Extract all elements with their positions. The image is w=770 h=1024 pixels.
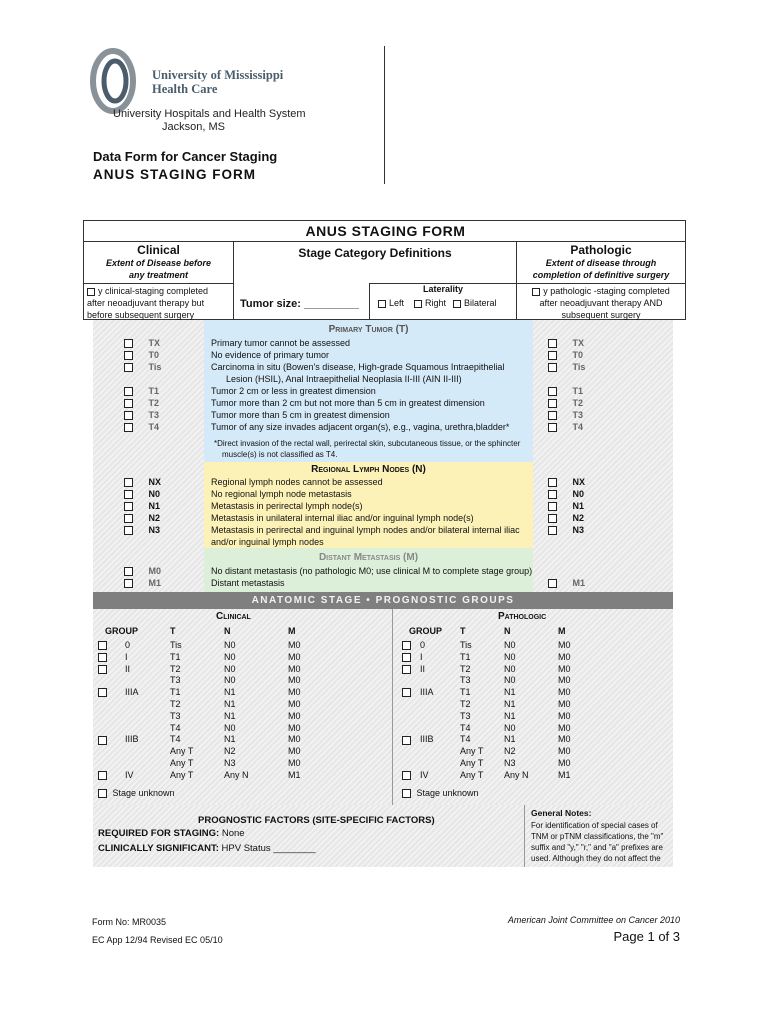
pathologic-heading: Pathologic (570, 243, 632, 257)
checkbox[interactable] (414, 300, 422, 308)
general-note-line: For identification of special cases of (531, 821, 658, 830)
clinical-t-option[interactable]: T1 (124, 385, 159, 397)
path-n-option[interactable]: N3 (548, 524, 584, 536)
clinical-y-staging-option[interactable]: y clinical-staging completed (87, 285, 208, 297)
path-stage-n: N1 (504, 710, 516, 721)
laterality-label: Laterality (422, 284, 464, 294)
clinical-stage-t: T4 (170, 722, 181, 733)
checkbox[interactable] (87, 288, 95, 296)
checkbox[interactable] (548, 387, 557, 396)
path-stage-m: M0 (558, 651, 571, 662)
prognostic-divider (524, 805, 525, 867)
n-definition: Metastasis in perirectal and inguinal lymph nodes and/or bilateral internal iliac (211, 525, 520, 535)
clinical-stage-m: M0 (288, 710, 301, 721)
path-t-option[interactable]: T0 (548, 349, 583, 361)
general-note-line: used. Although they do not affect the (531, 854, 661, 863)
clinical-note-line2: after neoadjuvant therapy but (87, 298, 205, 308)
clinical-stage-group: IV (125, 769, 134, 780)
path-stage-n: N3 (504, 758, 516, 768)
clinical-stage-n: N0 (224, 640, 236, 650)
clinical-subheading: Extent of Disease before (105, 258, 212, 268)
path-stage-t: Any T (460, 746, 484, 757)
path-n-option[interactable]: N0 (548, 488, 584, 500)
clinical-subheading-2: any treatment (128, 270, 189, 280)
org-location: Jackson, MS (162, 121, 225, 133)
stage-groups-header: ANATOMIC STAGE • PROGNOSTIC GROUPS (93, 592, 673, 609)
t-definition: Tumor 2 cm or less in greatest dimension (211, 386, 376, 396)
clinical-stage-m: M0 (288, 687, 301, 698)
table-title: ANUS STAGING FORM (305, 223, 466, 239)
checkbox[interactable] (124, 351, 133, 360)
clinical-stage-checkbox[interactable] (98, 686, 110, 698)
checkbox[interactable] (124, 411, 133, 420)
clinical-col-n: N (224, 626, 231, 636)
clinical-note-line3: before subsequent surgery (87, 310, 195, 320)
path-stage-t: T4 (460, 722, 471, 733)
clinical-stage-m: M0 (288, 734, 301, 745)
clinical-stage-m: M0 (288, 640, 301, 650)
n-definition: No regional lymph node metastasis (211, 489, 352, 499)
clinically-significant: CLINICALLY SIGNIFICANT: HPV Status ________ (98, 843, 316, 854)
required-for-staging: REQUIRED FOR STAGING: None (98, 828, 245, 839)
path-stage-checkbox[interactable] (402, 733, 414, 745)
checkbox[interactable] (548, 526, 557, 535)
path-n-option[interactable]: NX (548, 476, 585, 488)
path-stage-m: M0 (558, 746, 571, 757)
checkbox[interactable] (98, 771, 107, 780)
checkbox[interactable] (124, 478, 133, 487)
clinical-stage-n: N1 (224, 734, 236, 745)
clinical-stage-n: N1 (224, 687, 236, 698)
t-definition: Tumor more than 5 cm in greatest dimension (211, 410, 390, 420)
org-name-line1: University of Mississippi (152, 68, 284, 82)
path-stage-t: Tis (460, 640, 472, 650)
clinical-stage-n: N3 (224, 758, 236, 768)
clinical-stage-n: N1 (224, 710, 236, 721)
clinical-stage-n: N0 (224, 663, 236, 674)
checkbox[interactable] (402, 653, 411, 662)
path-t-option[interactable]: T4 (548, 421, 583, 433)
path-stage-m: M0 (558, 663, 571, 674)
general-notes-title: General Notes: (531, 808, 592, 818)
path-stage-m: M0 (558, 640, 571, 650)
checkbox[interactable] (124, 387, 133, 396)
path-col-n: N (504, 626, 511, 636)
clinical-n-option[interactable]: N3 (124, 524, 160, 536)
path-stage-n: N0 (504, 651, 516, 662)
clinical-stage-n: N2 (224, 746, 236, 757)
clinical-stage-unknown[interactable]: Stage unknown (98, 787, 175, 799)
clinical-t-option[interactable]: Tis (124, 361, 161, 373)
path-stage-m: M0 (558, 687, 571, 698)
path-stage-n: N1 (504, 687, 516, 698)
clinical-t-option[interactable]: TX (124, 337, 160, 349)
org-name-line3: University Hospitals and Health System (113, 108, 306, 120)
n-definition: Metastasis in unilateral internal iliac and/or inguinal lymph node(s) (211, 513, 474, 523)
clinical-stage-t: T2 (170, 699, 181, 709)
path-stage-t: Any T (460, 758, 484, 768)
checkbox[interactable] (548, 411, 557, 420)
primary-tumor-footnote-2: muscle(s) is not classified as T4. (222, 450, 338, 459)
pathologic-stage-label: Pathologic (498, 611, 547, 622)
checkbox[interactable] (98, 665, 107, 674)
clinical-stage-checkbox[interactable] (98, 651, 110, 663)
clinical-t-option[interactable]: T4 (124, 421, 159, 433)
path-stage-n: Any N (504, 769, 529, 780)
clinical-stage-label: Clinical (216, 611, 251, 622)
checkbox[interactable] (402, 665, 411, 674)
checkbox[interactable] (548, 339, 557, 348)
clinical-stage-t: T2 (170, 663, 181, 674)
n-definition: Metastasis in perirectal lymph node(s) (211, 501, 363, 511)
checkbox[interactable] (98, 688, 107, 697)
path-stage-checkbox[interactable] (402, 663, 414, 675)
path-col-group: GROUP (409, 626, 443, 636)
form-subtitle: ANUS STAGING FORM (93, 167, 256, 182)
path-stage-t: Any T (460, 769, 484, 780)
prognostic-title: PROGNOSTIC FACTORS (SITE-SPECIFIC FACTORS) (198, 815, 435, 826)
checkbox[interactable] (124, 490, 133, 499)
path-t-option[interactable]: Tis (548, 361, 585, 373)
clinical-stage-t: Any T (170, 769, 194, 780)
path-t-option[interactable]: T2 (548, 397, 583, 409)
path-stage-m: M0 (558, 710, 571, 721)
checkbox[interactable] (548, 579, 557, 588)
m0-definition: No distant metastasis (no pathologic M0; use clinical M to complete stage group) (211, 566, 533, 576)
clinical-col-t: T (170, 626, 176, 636)
checkbox[interactable] (124, 502, 133, 511)
regional-nodes-title: Regional Lymph Nodes (N) (311, 464, 426, 475)
path-stage-checkbox[interactable] (402, 769, 414, 781)
clinical-stage-group: IIIB (125, 734, 139, 745)
header-divider (384, 46, 385, 184)
ec-app-revision: EC App 12/94 Revised EC 05/10 (92, 935, 223, 945)
path-stage-t: T4 (460, 734, 471, 745)
pathologic-subheading-2: completion of definitive surgery (532, 270, 670, 280)
clinical-stage-t: Any T (170, 746, 194, 757)
checkbox[interactable] (548, 490, 557, 499)
path-t-option[interactable]: T3 (548, 409, 583, 421)
clinical-stage-m: M0 (288, 675, 301, 686)
checkbox[interactable] (124, 579, 133, 588)
pathologic-y-staging-option[interactable]: y pathologic -staging completed (517, 285, 685, 297)
clinical-stage-t: T4 (170, 734, 181, 745)
checkbox[interactable] (124, 399, 133, 408)
clinical-n-option[interactable]: N2 (124, 512, 160, 524)
clinical-t-option[interactable]: T3 (124, 409, 159, 421)
page-number: Page 1 of 3 (613, 929, 680, 944)
checkbox[interactable] (548, 478, 557, 487)
checkbox[interactable] (548, 502, 557, 511)
clinical-stage-m: M0 (288, 746, 301, 757)
path-n-option[interactable]: N1 (548, 500, 584, 512)
ajcc-credit: American Joint Committee on Cancer 2010 (507, 915, 680, 925)
clinical-t-option[interactable]: T2 (124, 397, 159, 409)
checkbox[interactable] (548, 514, 557, 523)
clinical-stage-checkbox[interactable] (98, 663, 110, 675)
checkbox[interactable] (532, 288, 540, 296)
clinical-t-option[interactable]: T0 (124, 349, 159, 361)
path-stage-n: N0 (504, 663, 516, 674)
checkbox[interactable] (378, 300, 386, 308)
path-stage-group: 0 (420, 640, 426, 650)
clinical-stage-t: Tis (170, 640, 182, 650)
path-stage-m: M0 (558, 699, 571, 709)
clinical-stage-t: T1 (170, 687, 181, 698)
primary-tumor-title: Primary Tumor (T) (328, 324, 409, 335)
regional-nodes-extra: and/or inguinal lymph nodes (211, 537, 324, 547)
t-definition: No evidence of primary tumor (211, 350, 330, 360)
clinical-stage-n: N0 (224, 675, 236, 686)
clinical-stage-m: M0 (288, 758, 301, 768)
checkbox[interactable] (548, 363, 557, 372)
tumor-size-field[interactable]: Tumor size: _________ (240, 298, 360, 310)
form-number: Form No: MR0035 (92, 917, 167, 927)
checkbox[interactable] (124, 514, 133, 523)
checkbox[interactable] (98, 653, 107, 662)
clinical-stage-group: II (125, 663, 131, 674)
m1-checkbox-row[interactable]: M1 (124, 577, 161, 589)
path-stage-checkbox[interactable] (402, 639, 414, 651)
path-n-option[interactable]: N2 (548, 512, 584, 524)
checkbox[interactable] (548, 399, 557, 408)
clinical-stage-checkbox[interactable] (98, 639, 110, 651)
path-stage-t: T1 (460, 687, 471, 698)
checkbox[interactable] (98, 789, 107, 798)
path-stage-t: T2 (460, 663, 471, 674)
checkbox[interactable] (402, 641, 411, 650)
path-stage-n: N0 (504, 675, 516, 686)
clinical-stage-t: T1 (170, 651, 181, 662)
path-stage-m: M1 (558, 769, 571, 780)
n-definition: Regional lymph nodes cannot be assessed (211, 477, 383, 487)
clinical-stage-m: M0 (288, 663, 301, 674)
clinical-stage-group: IIIA (125, 687, 139, 698)
laterality-bilateral-option[interactable]: Bilateral (453, 297, 497, 309)
path-stage-checkbox[interactable] (402, 686, 414, 698)
general-note-line: TNM or pTNM classifications, the "m" (531, 832, 664, 841)
laterality-left-option[interactable]: Left (378, 297, 404, 309)
checkbox[interactable] (402, 789, 411, 798)
clinical-stage-t: T3 (170, 710, 181, 721)
path-stage-n: N0 (504, 722, 516, 733)
staging-header-table (83, 220, 686, 320)
path-stage-t: T3 (460, 710, 471, 721)
path-stage-group: IV (420, 769, 429, 780)
checkbox[interactable] (124, 567, 133, 576)
clinical-stage-m: M0 (288, 699, 301, 709)
clinical-stage-n: Any N (224, 769, 249, 780)
checkbox[interactable] (124, 363, 133, 372)
checkbox[interactable] (402, 736, 411, 745)
path-stage-m: M0 (558, 734, 571, 745)
t-definition: Carcinoma in situ (Bowen's disease, High-grade Squamous Intraepithelial (211, 362, 505, 372)
clinical-stage-n: N1 (224, 699, 236, 709)
clinical-stage-n: N0 (224, 722, 236, 733)
t-definition: Tumor of any size invades adjacent organ(s), e.g., vagina, urethra,bladder* (211, 422, 510, 432)
clinical-col-group: GROUP (105, 626, 139, 636)
form-title: Data Form for Cancer Staging (93, 149, 278, 164)
clinical-stage-m: M0 (288, 722, 301, 733)
path-stage-t: T3 (460, 675, 471, 686)
path-stage-unknown[interactable]: Stage unknown (402, 787, 479, 799)
path-note-line3: subsequent surgery (561, 310, 641, 320)
path-stage-m: M0 (558, 675, 571, 686)
clinical-stage-checkbox[interactable] (98, 769, 110, 781)
path-m1-checkbox-row[interactable]: M1 (548, 577, 585, 589)
checkbox[interactable] (402, 688, 411, 697)
checkbox[interactable] (124, 423, 133, 432)
pathologic-subheading: Extent of disease through (545, 258, 657, 268)
clinical-heading: Clinical (137, 243, 180, 257)
t-definition: Tumor more than 2 cm but not more than 5 cm in greatest dimension (211, 398, 485, 408)
org-name-line2: Health Care (152, 82, 218, 96)
clinical-col-m: M (288, 626, 296, 636)
path-stage-t: T1 (460, 651, 471, 662)
clinical-stage-m: M0 (288, 651, 301, 662)
path-t-option[interactable]: TX (548, 337, 584, 349)
clinical-n-option[interactable]: N0 (124, 488, 160, 500)
t-definition: Lesion (HSIL), Anal Intraepithelial Neoplasia II-III (AIN II-III) (226, 374, 462, 384)
checkbox[interactable] (124, 339, 133, 348)
path-stage-group: IIIB (420, 734, 434, 745)
path-col-t: T (460, 626, 466, 636)
checkbox[interactable] (98, 736, 107, 745)
distant-metastasis-title: Distant Metastasis (M) (318, 552, 419, 563)
m0-checkbox-row[interactable]: M0 (124, 565, 161, 577)
laterality-right-option[interactable]: Right (414, 297, 446, 309)
m1-definition: Distant metastasis (211, 578, 285, 588)
clinical-stage-group: 0 (125, 640, 131, 650)
path-col-m: M (558, 626, 566, 636)
path-stage-group: IIIA (420, 687, 434, 698)
checkbox[interactable] (453, 300, 461, 308)
path-stage-t: T2 (460, 699, 471, 709)
t-definition: Primary tumor cannot be assessed (211, 338, 351, 348)
path-stage-n: N2 (504, 746, 516, 757)
checkbox[interactable] (548, 423, 557, 432)
center-heading: Stage Category Definitions (298, 246, 452, 260)
clinical-stage-m: M1 (288, 769, 301, 780)
checkbox[interactable] (548, 351, 557, 360)
path-t-option[interactable]: T1 (548, 385, 583, 397)
path-note-line2: after neoadjuvant therapy AND (539, 298, 663, 308)
path-stage-n: N0 (504, 640, 516, 650)
stage-groups-divider (392, 609, 393, 805)
clinical-n-option[interactable]: NX (124, 476, 161, 488)
clinical-stage-checkbox[interactable] (98, 733, 110, 745)
path-stage-n: N1 (504, 734, 516, 745)
clinical-stage-t: Any T (170, 758, 194, 768)
path-stage-group: II (420, 663, 426, 674)
checkbox[interactable] (98, 641, 107, 650)
path-stage-group: I (420, 651, 423, 662)
path-stage-n: N1 (504, 699, 516, 709)
path-stage-m: M0 (558, 758, 571, 768)
path-stage-m: M0 (558, 722, 571, 733)
clinical-stage-t: T3 (170, 675, 181, 686)
clinical-stage-n: N0 (224, 651, 236, 662)
checkbox[interactable] (402, 771, 411, 780)
clinical-n-option[interactable]: N1 (124, 500, 160, 512)
checkbox[interactable] (124, 526, 133, 535)
path-stage-checkbox[interactable] (402, 651, 414, 663)
clinical-stage-group: I (125, 651, 128, 662)
primary-tumor-footnote: *Direct invasion of the rectal wall, perirectal skin, subcutaneous tissue, or the sphincter (214, 439, 521, 448)
university-logo (90, 48, 136, 114)
general-note-line: suffix and "y," "r," and "a" prefixes are (531, 843, 663, 852)
